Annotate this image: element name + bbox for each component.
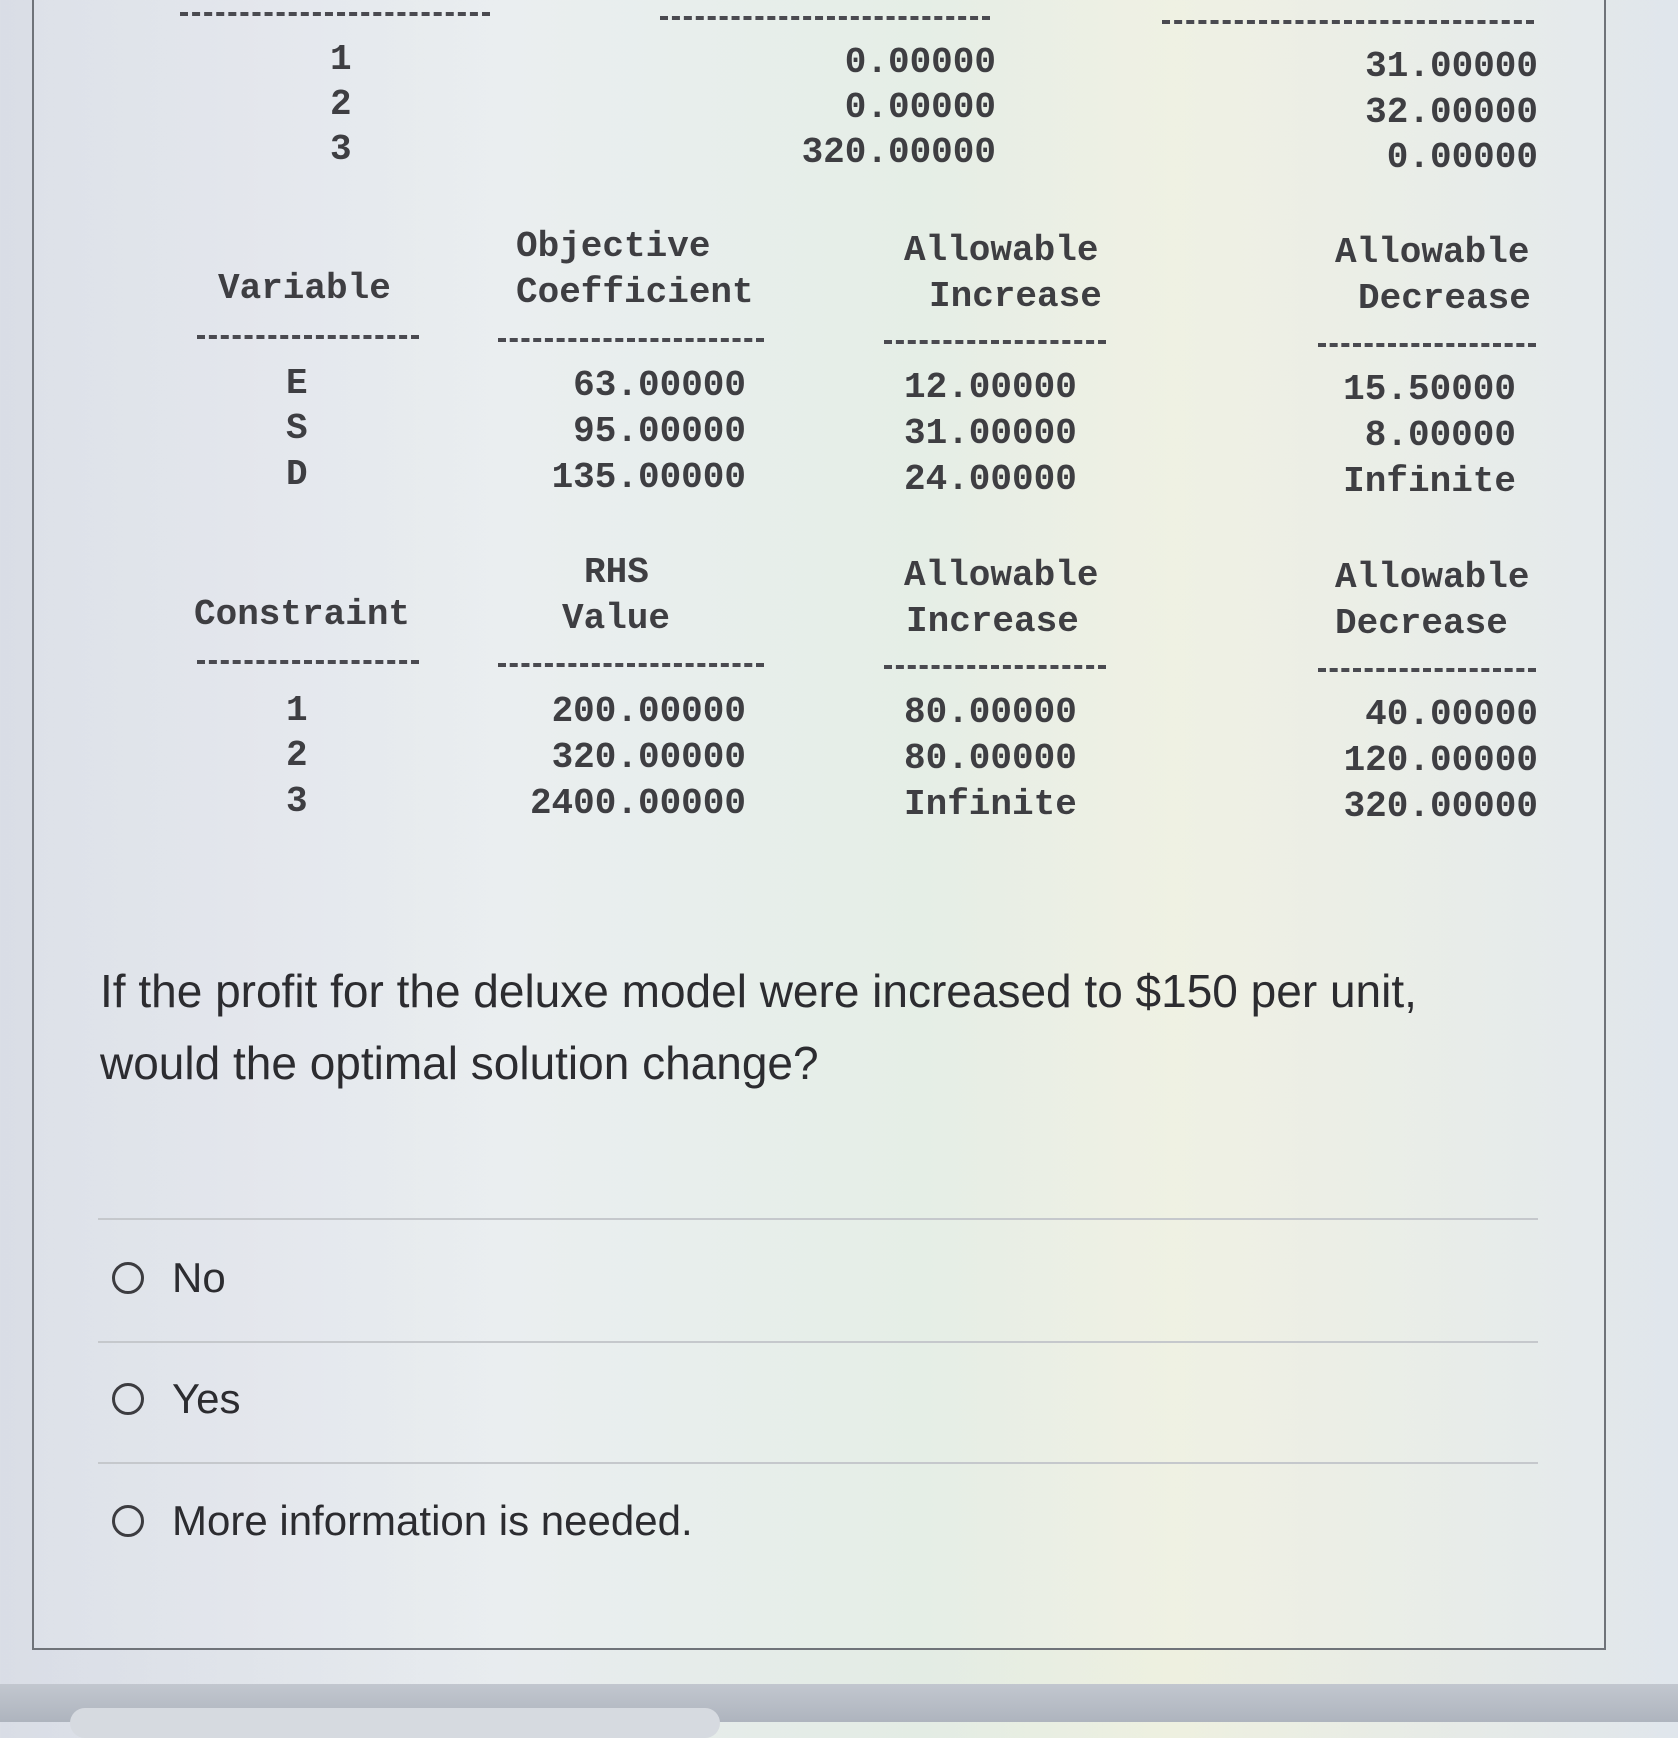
allowable-decrease: 40.00000 — [1365, 694, 1538, 735]
top-row-value: 0.00000 — [844, 42, 996, 83]
allowable-increase: 80.00000 — [904, 692, 1077, 733]
rhs-value: 2400.00000 — [529, 783, 746, 824]
constraint-divider — [197, 660, 419, 664]
decrease-header-line2: Decrease — [1358, 278, 1531, 319]
top-divider-1 — [180, 12, 490, 16]
option-label[interactable]: No — [172, 1254, 226, 1301]
option-divider — [98, 1218, 1538, 1220]
rhs-header-line2: Value — [562, 598, 671, 639]
constraint-divider — [498, 663, 764, 667]
rhs-value: 320.00000 — [551, 737, 746, 778]
allowable-increase: 12.00000 — [904, 367, 1077, 408]
variable-name: D — [286, 454, 308, 495]
allowable-increase: 31.00000 — [904, 413, 1077, 454]
constraint-header: Constraint — [194, 594, 411, 635]
top-row-num: 1 — [330, 39, 352, 80]
constraint-number: 2 — [286, 735, 308, 776]
constraint-number: 1 — [286, 690, 308, 731]
option-label[interactable]: More information is needed. — [172, 1497, 693, 1544]
option-no[interactable] — [112, 1254, 226, 1302]
constraint-number: 3 — [286, 781, 308, 822]
variable-divider — [1318, 343, 1536, 347]
increase-header-line1: Allowable — [904, 555, 1099, 596]
option-more-info[interactable] — [112, 1497, 693, 1545]
top-divider-3 — [1162, 20, 1534, 24]
option-divider — [98, 1341, 1538, 1343]
bottom-bar-pill — [70, 1708, 720, 1738]
increase-header-line2: Increase — [906, 601, 1079, 642]
allowable-increase: 80.00000 — [904, 738, 1077, 779]
variable-header: Variable — [218, 268, 391, 309]
allowable-decrease: Infinite — [1343, 461, 1516, 502]
objective-header-line1: Objective — [516, 226, 711, 267]
allowable-increase: 24.00000 — [904, 459, 1077, 500]
option-label[interactable]: Yes — [172, 1375, 241, 1422]
variable-divider — [197, 335, 419, 339]
top-row-num: 3 — [330, 129, 352, 170]
increase-header-line2: Increase — [929, 276, 1102, 317]
decrease-header-line2: Decrease — [1335, 603, 1508, 644]
variable-divider — [884, 340, 1106, 344]
allowable-decrease: 15.50000 — [1343, 369, 1516, 410]
allowable-increase: Infinite — [904, 784, 1077, 825]
decrease-header-line1: Allowable — [1335, 557, 1530, 598]
question-text: If the profit for the deluxe model were increased to $150 per unit, would the optimal solution change? — [100, 965, 1417, 1089]
rhs-value: 200.00000 — [551, 691, 746, 732]
increase-header-line1: Allowable — [904, 230, 1099, 271]
rhs-header-line1: RHS — [584, 552, 649, 593]
radio-button-icon[interactable] — [112, 1262, 144, 1294]
top-row-value: 0.00000 — [1386, 137, 1538, 178]
variable-name: S — [286, 408, 308, 449]
option-yes[interactable] — [112, 1375, 241, 1423]
objective-header-line2: Coefficient — [516, 272, 754, 313]
radio-button-icon[interactable] — [112, 1383, 144, 1415]
decrease-header-line1: Allowable — [1335, 232, 1530, 273]
top-row-value: 320.00000 — [801, 132, 996, 173]
constraint-divider — [884, 665, 1106, 669]
objective-coefficient: 63.00000 — [573, 365, 746, 406]
objective-coefficient: 135.00000 — [551, 457, 746, 498]
allowable-decrease: 8.00000 — [1364, 415, 1516, 456]
constraint-divider — [1318, 668, 1536, 672]
variable-name: E — [286, 363, 308, 404]
top-row-value: 32.00000 — [1365, 92, 1538, 133]
option-divider — [98, 1462, 1538, 1464]
allowable-decrease: 320.00000 — [1343, 786, 1538, 827]
top-row-value: 0.00000 — [844, 87, 996, 128]
objective-coefficient: 95.00000 — [573, 411, 746, 452]
allowable-decrease: 120.00000 — [1343, 740, 1538, 781]
top-row-num: 2 — [330, 84, 352, 125]
top-row-value: 31.00000 — [1365, 46, 1538, 87]
top-divider-2 — [660, 16, 990, 20]
radio-button-icon[interactable] — [112, 1505, 144, 1537]
variable-divider — [498, 338, 764, 342]
